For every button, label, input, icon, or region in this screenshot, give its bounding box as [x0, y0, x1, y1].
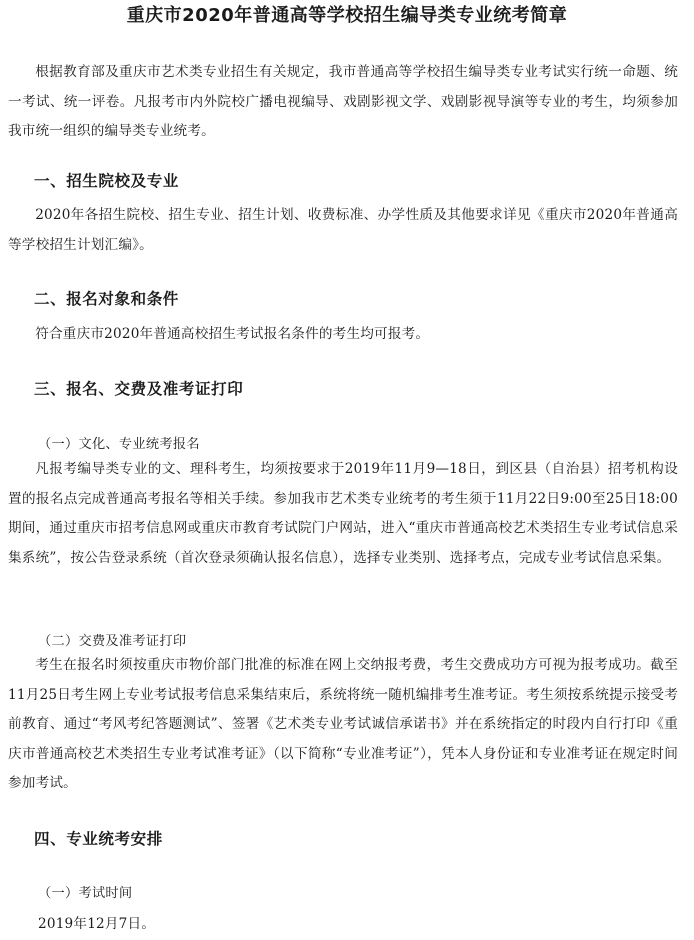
section-3-sub-1-body: 凡报考编导类专业的文、理科考生，均须按要求于2019年11月9—18日，到区县（自治县）招考机构设置的报名点完成普通高考报名等相关手续。参加我市艺术类专业统考的考生须于11月22日9:00至25日18:00期间，通过重庆市招考信息网或重庆市教育考试院门户网站，进入“重庆市普通高校艺术类招生专业考试信息采集系统”，按公告登录系统（首次登录须确认报名信息），选择专业类别、选择考点，完成专业考试信息采集。	[8, 461, 678, 566]
section-1-body: 2020年各招生院校、招生专业、招生计划、收费标准、办学性质及其他要求详见《重庆市2020年普通高等学校招生计划汇编》。	[8, 207, 678, 253]
section-2-heading: 二、报名对象和条件	[34, 290, 179, 308]
section-4-sub-1-heading: （一）考试时间	[38, 886, 133, 901]
section-3-sub-2-body: 考生在报名时须按重庆市物价部门批准的标准在网上交纳报考费，考生交费成功方可视为报考成功。截至11月25日考生网上专业考试报考信息采集结束后，系统将统一随机编排考生准考证。考生须按系统提示接受考前教育、通过“考风考纪答题测试”、签署《艺术类专业考试诚信承诺书》并在系统指定的时段内自行打印《重庆市普通高校艺术类招生专业考试准考证》（以下简称“专业准考证”），凭本人身份证和专业准考证在规定时间参加考试。	[8, 657, 678, 791]
section-3-sub-2-heading: （二）交费及准考证打印	[38, 634, 187, 649]
section-1-heading: 一、招生院校及专业	[34, 172, 179, 190]
section-3-sub-1-heading: （一）文化、专业统考报名	[38, 437, 200, 452]
intro-paragraph: 根据教育部及重庆市艺术类专业招生有关规定，我市普通高等学校招生编导类专业考试实行统一命题、统一考试、统一评卷。凡报考市内外院校广播电视编导、戏剧影视文学、戏剧影视导演等专业的考生，均须参加我市统一组织的编导类专业统考。	[8, 64, 678, 139]
document-title: 重庆市2020年普通高等学校招生编导类专业统考简章	[126, 5, 568, 26]
section-2-body: 符合重庆市2020年普通高校招生考试报名条件的考生均可报考。	[35, 326, 430, 342]
section-4-heading: 四、专业统考安排	[34, 830, 163, 848]
section-3-heading: 三、报名、交费及准考证打印	[34, 380, 244, 398]
section-4-sub-1-body: 2019年12月7日。	[38, 916, 156, 932]
